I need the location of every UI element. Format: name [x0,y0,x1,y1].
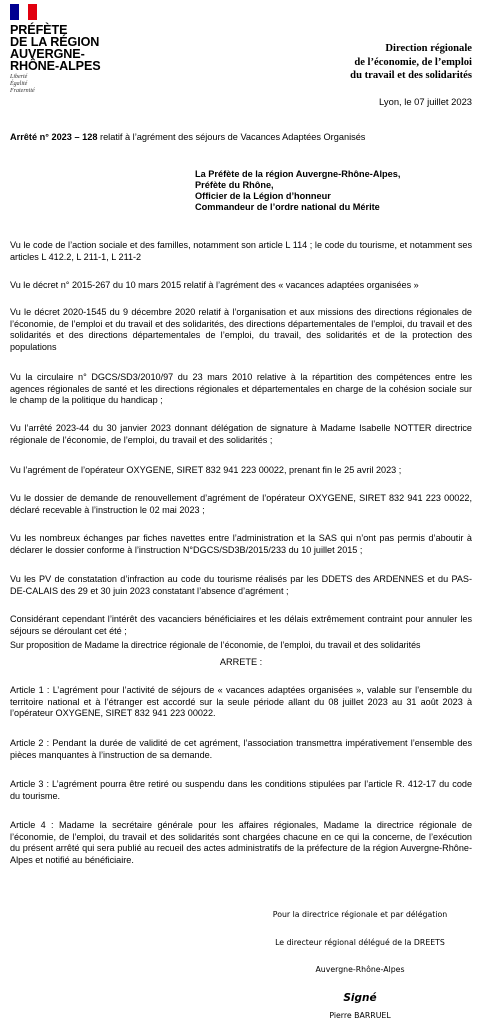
visa-paragraph: Vu le décret n° 2015-267 du 10 mars 2015 relatif à l’agrément des « vacances adaptées organisées » [10,280,419,290]
direction-line: Direction régionale [385,43,472,54]
arrete-subject: relatif à l’agrément des séjours de Vacances Adaptées Organisés [97,132,366,142]
prefete-line: Officier de la Légion d’honneur [195,191,331,201]
document-date: Lyon, le 07 juillet 2023 [379,96,472,107]
logo-line: DE LA RÉGION [10,35,100,49]
article-paragraph: Article 3 : L’agrément pourra être retiré ou suspendu dans les conditions stipulées par l’article R. 412-17 du code du tourisme. [10,779,472,801]
arrete-heading: ARRETE : [219,657,263,667]
logo-line: RHÔNE-ALPES [10,59,101,73]
arrete-number: Arrêté n° 2023 – 128 [10,132,98,142]
direction-line: de l’économie, de l’emploi [354,56,472,68]
prefete-block [195,169,400,213]
signature-region: Auvergne-Rhône-Alpes [315,965,405,974]
visa-paragraph: Vu les PV de constatation d’infraction au code du tourisme réalisés par les DDETS des ARDENNES et du PAS-DE-CALAIS des 29 et 30 juin 2023 constatant l’absence d’agrément ; [10,574,472,596]
visa-paragraph: Vu le code de l’action sociale et des familles, notamment son article L 114 ; le code du tourisme, et notamment ses articles L 412.2, L 211-1, L 211-2 [10,240,472,262]
visa-paragraph: Vu l’agrément de l’opérateur OXYGENE, SIRET 832 941 223 00022, prenant fin le 25 avril 2023 ; [10,465,402,475]
prefete-line: Préfète du Rhône, [195,180,274,190]
flag-white-band [19,4,28,20]
french-flag-icon [10,4,37,20]
visa-paragraph: Considérant cependant l’intérêt des vacanciers bénéficiaires et les délais extrêmement contraint pour annuler les séjours se déroulant cet été ; [10,614,472,636]
logo-line: AUVERGNE- [10,47,85,61]
visa-paragraph: Vu le dossier de demande de renouvellement d’agrément de l’opérateur OXYGENE, SIRET 832 941 223 00022, déclaré recevable à l’instruction le 02 mai 2023 ; [10,493,472,515]
visa-paragraph: Vu les nombreux échanges par fiches navettes entre l’administration et la SAS qui n’ont pas permis d’aboutir à déclarer le dossier conforme à l’instruction N°DGCS/SD3B/2015/233 du 10 juillet 2015 ; [10,533,472,555]
visa-paragraph: Sur proposition de Madame la directrice régionale de l’économie, de l’emploi, du travail et des solidarités [10,640,421,650]
republic-motto [10,74,35,95]
visa-paragraph: Vu la circulaire n° DGCS/SD3/2010/97 du 23 mars 2010 relative à la répartition des compétences entre les agences régionales de santé et les directions régionales et départementales en charge de la cohésion sociale sur le champ de la politique du handicap ; [10,372,472,406]
article-paragraph: Article 1 : L’agrément pour l’activité de séjours de « vacances adaptées organisées », valable sur l’ensemble du territoire national et à l’étranger est accordé sur la seule période allant du 08 juillet 2023 au 31 août 2023 à l’opérateur OXYGENE, SIRET 832 941 223 00022. [10,685,472,719]
prefete-line: Commandeur de l’ordre national du Mérite [195,202,380,212]
arrete-title [10,132,365,142]
prefecture-logo-title [10,24,120,72]
logo-line: PRÉFÈTE [10,23,68,37]
article-paragraph: Article 4 : Madame la secrétaire générale pour les affaires régionales, Madame la directrice régionale de l’économie, de l’emploi, du travail et des solidarités sont chargées chacune en ce qui la concerne, de l’exécution du présent arrêté qui sera publié au recueil des actes administratifs de la préfecture de la région Auvergne-Rhône-Alpes et notifié au bénéficiaire. [10,820,472,865]
motto-line: Fraternité [10,88,35,94]
signatory-name: Pierre BARRUEL [329,1011,391,1020]
article-paragraph: Article 2 : Pendant la durée de validité de cet agrément, l’association transmettra impérativement l’ensemble des pièces manquantes à l’instruction de sa demande. [10,738,472,760]
signature-role: Le directeur régional délégué de la DREETS [275,938,445,947]
signature-delegation: Pour la directrice régionale et par délégation [272,910,448,919]
flag-red-band [28,4,37,20]
signature-signed: Signé [343,992,377,1004]
flag-blue-band [10,4,19,20]
motto-line: Égalité [10,81,28,87]
direction-line: du travail et des solidarités [350,70,472,81]
motto-line: Liberté [10,74,28,80]
direction-header [350,42,472,83]
prefete-line: La Préfète de la région Auvergne-Rhône-Alpes, [195,169,401,179]
visa-paragraph: Vu l’arrêté 2023-44 du 30 janvier 2023 donnant délégation de signature à Madame Isabelle NOTTER directrice régionale de l’économie, de l’emploi, du travail et des solidarités ; [10,423,472,445]
visa-paragraph: Vu le décret 2020-1545 du 9 décembre 2020 relatif à l’organisation et aux missions des directions régionales de l’économie, de l’emploi et du travail et des solidarités, des directions départementales de l’emploi, du travail et des solidarités et des directions départementales de l’emploi, du travail, des solidarités et de la protection des populations [10,307,472,352]
